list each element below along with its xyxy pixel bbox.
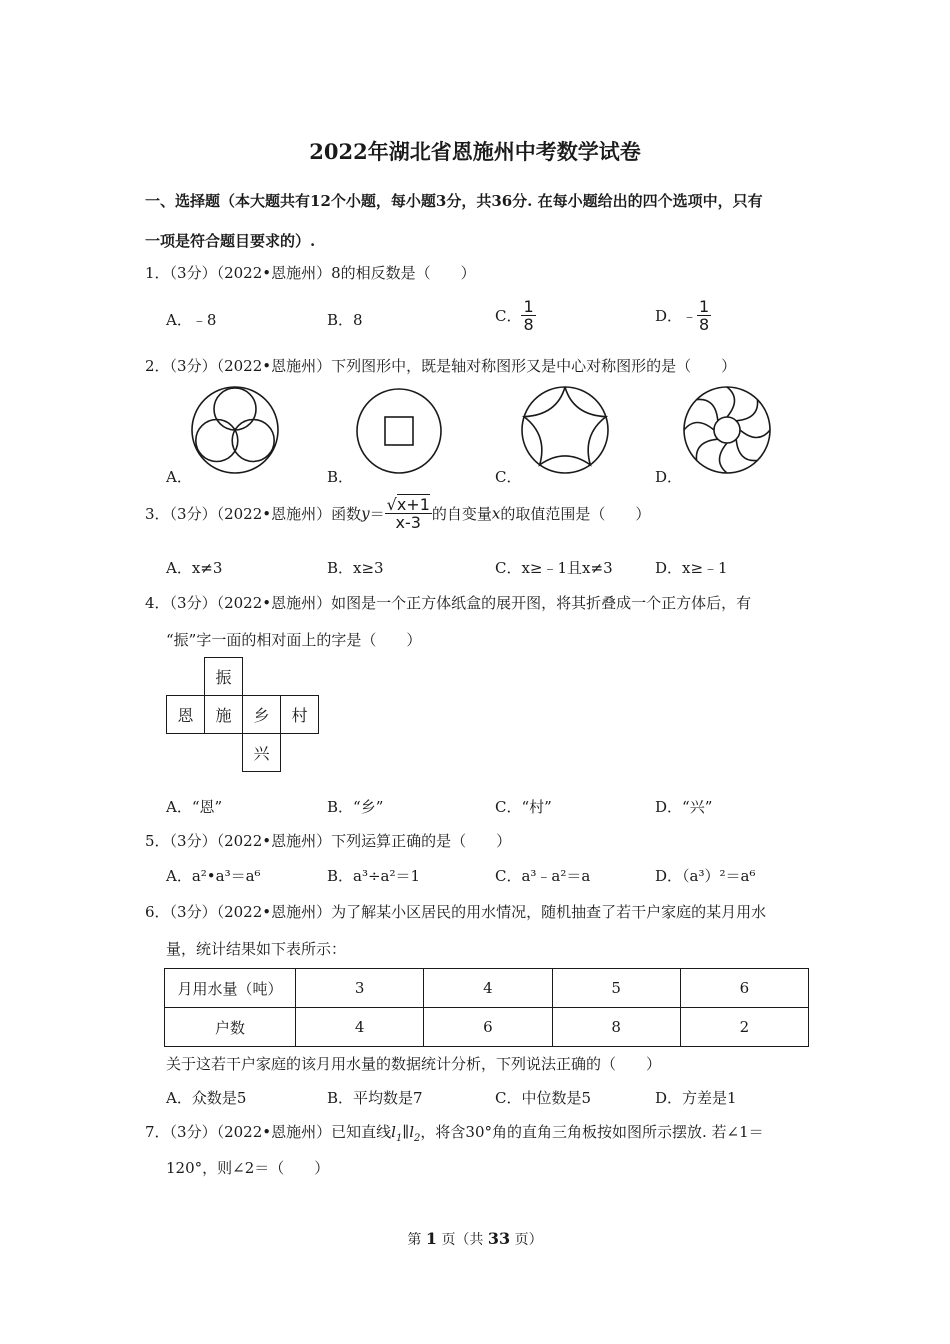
q2-option-b: B． <box>327 468 354 486</box>
q2-figure-b <box>355 387 443 475</box>
table-cell: 5 <box>552 969 680 1008</box>
net-face: 乡 <box>243 696 281 734</box>
net-blank <box>205 734 243 772</box>
q6-option-d: D．方差是1 <box>655 1089 737 1107</box>
q2-option-c: C． <box>495 468 522 486</box>
q1-stem: 1．（3分）（2022•恩施州）8的相反数是（ ） <box>145 264 476 282</box>
q2-option-a: A． <box>166 468 192 486</box>
table-cell: 4 <box>296 1008 424 1047</box>
q2-d-inner-circle <box>714 417 740 443</box>
q1-c-numerator: 1 <box>523 297 534 316</box>
q2-d-blade <box>727 387 735 417</box>
q7-line1 <box>145 1121 764 1142</box>
table-header-cell: 户数 <box>165 1008 296 1047</box>
net-face: 施 <box>205 696 243 734</box>
q5-option-c: C．a³﹣a²＝a <box>495 867 591 885</box>
q1-option-d-fraction <box>697 298 711 333</box>
q7-line1-post: ，将含30°角的直角三角板按如图所示摆放. 若∠1＝ <box>420 1123 764 1141</box>
q5-stem: 5．（3分）（2022•恩施州）下列运算正确的是（ ） <box>145 832 512 850</box>
q7-line1-pre: 7．（3分）（2022•恩施州）已知直线 <box>145 1123 392 1141</box>
footer-post: 页） <box>514 1232 543 1248</box>
q3-radicand: x+1 <box>396 495 430 514</box>
net-blank <box>243 658 281 696</box>
q2-figure-c <box>520 385 610 475</box>
q2-b-square <box>385 417 413 445</box>
q1-option-b: B．8 <box>327 311 363 329</box>
q2-d-blade <box>691 434 718 461</box>
q2-option-d: D． <box>655 468 683 486</box>
q4-option-a: A．“恩” <box>166 798 223 816</box>
q1-option-c-fraction <box>521 298 535 333</box>
section-heading-line1: 一、选择题（本大题共有12个小题，每小题3分，共36分. 在每小题给出的四个选项中，只有 <box>145 192 763 210</box>
q1-d-denominator: 8 <box>699 315 710 334</box>
net-face: 村 <box>281 696 319 734</box>
q6-option-a: A．众数是5 <box>166 1089 247 1107</box>
q2-d-blade <box>731 439 758 466</box>
q4-line2: “振”字一面的相对面上的字是（ ） <box>166 631 422 649</box>
q4-option-b: B．“乡” <box>327 798 384 816</box>
q1-option-a: A．﹣8 <box>166 311 217 329</box>
table-cell: 3 <box>296 969 424 1008</box>
q6-option-b: B．平均数是7 <box>327 1089 423 1107</box>
net-face: 恩 <box>167 696 205 734</box>
q3-option-b: B．x≥3 <box>327 559 384 577</box>
q3-function-fraction <box>385 496 432 531</box>
net-blank <box>167 658 205 696</box>
q1-option-c-label: C． <box>495 307 522 325</box>
q5-option-a: A．a²•a³＝a⁶ <box>166 867 261 885</box>
q3-stem-end: 的取值范围是（ ） <box>500 505 651 523</box>
q4-cube-net <box>166 657 319 772</box>
q2-a-inner-circle-top <box>214 388 256 430</box>
q2-b-circle <box>357 389 441 473</box>
q2-d-spiral-blades <box>684 387 770 473</box>
q1-c-denominator: 8 <box>523 315 534 334</box>
q2-d-blade <box>740 430 770 438</box>
q4-line1: 4．（3分）（2022•恩施州）如图是一个正方体纸盒的展开图，将其折叠成一个正方体后，有 <box>145 594 752 612</box>
net-blank <box>167 734 205 772</box>
q1-option-d-label: D． <box>655 307 683 325</box>
footer-mid: 页（共 <box>441 1232 484 1248</box>
table-cell: 8 <box>552 1008 680 1047</box>
q3-stem-post: 的自变量 <box>431 505 492 523</box>
table-row <box>165 969 809 1008</box>
table-cell: 4 <box>424 969 552 1008</box>
q3-var-y: y <box>361 504 370 523</box>
q1-option-c <box>495 298 536 333</box>
q7-line2: 120°，则∠2＝（ ） <box>166 1159 330 1177</box>
q6-line1: 6．（3分）（2022•恩施州）为了解某小区居民的用水情况，随机抽查了若干户家庭的某月用水 <box>145 903 767 921</box>
q6-option-c: C．中位数是5 <box>495 1089 592 1107</box>
q3-var-x: x <box>491 504 501 523</box>
q5-option-b: B．a³÷a²＝1 <box>327 867 421 885</box>
sqrt-icon: √ <box>386 495 397 514</box>
page-title: 2022年湖北省恩施州中考数学试卷 <box>309 139 641 164</box>
q2-d-blade <box>736 400 763 427</box>
table-cell: 6 <box>424 1008 552 1047</box>
footer-pre: 第 <box>407 1232 422 1248</box>
q2-figure-d <box>682 385 772 475</box>
q3-option-a: A．x≠3 <box>166 559 223 577</box>
q4-option-c: C．“村” <box>495 798 552 816</box>
q7-lines-parallel: $l_1\parallel l_2$ <box>391 1123 421 1144</box>
q3-numerator <box>385 496 432 514</box>
q3-stem-pre: 3．（3分）（2022•恩施州）函数 <box>145 505 362 523</box>
q6-line2: 量，统计结果如下表所示： <box>166 940 347 958</box>
net-blank <box>281 658 319 696</box>
q3-option-d: D．x≥﹣1 <box>655 559 728 577</box>
footer-page-number: 1 <box>425 1229 437 1248</box>
page-footer <box>0 1229 950 1249</box>
net-face-bottom: 兴 <box>243 734 281 772</box>
table-row <box>165 1008 809 1047</box>
q1-option-d-sign: ﹣ <box>682 307 698 325</box>
footer-total-pages: 33 <box>487 1229 511 1248</box>
q6-data-table <box>164 968 809 1047</box>
q1-option-d <box>655 298 711 333</box>
q4-option-d: D．“兴” <box>655 798 713 816</box>
net-blank <box>281 734 319 772</box>
section-heading-line2: 一项是符合题目要求的）. <box>145 232 316 250</box>
q1-d-numerator: 1 <box>699 297 710 316</box>
q3-equals: ＝ <box>369 505 385 523</box>
q5-option-d: D．（a³）²＝a⁶ <box>655 867 756 885</box>
q2-c-circle <box>522 387 608 473</box>
q3-denominator: x-3 <box>395 513 421 532</box>
table-header-cell: 月用水量（吨） <box>165 969 296 1008</box>
q2-d-blade <box>684 423 714 431</box>
table-cell: 2 <box>680 1008 808 1047</box>
net-face-top: 振 <box>205 658 243 696</box>
q2-d-blade <box>697 394 724 421</box>
q2-stem: 2．（3分）（2022•恩施州）下列图形中，既是轴对称图形又是中心对称图形的是（ ） <box>145 357 737 375</box>
q6-after-table: 关于这若干户家庭的该月用水量的数据统计分析，下列说法正确的（ ） <box>166 1055 662 1073</box>
q2-figure-a <box>190 385 280 475</box>
q3-stem <box>145 496 650 531</box>
q2-d-blade <box>720 443 728 473</box>
q3-option-c: C．x≥﹣1且x≠3 <box>495 559 613 577</box>
table-cell: 6 <box>680 969 808 1008</box>
